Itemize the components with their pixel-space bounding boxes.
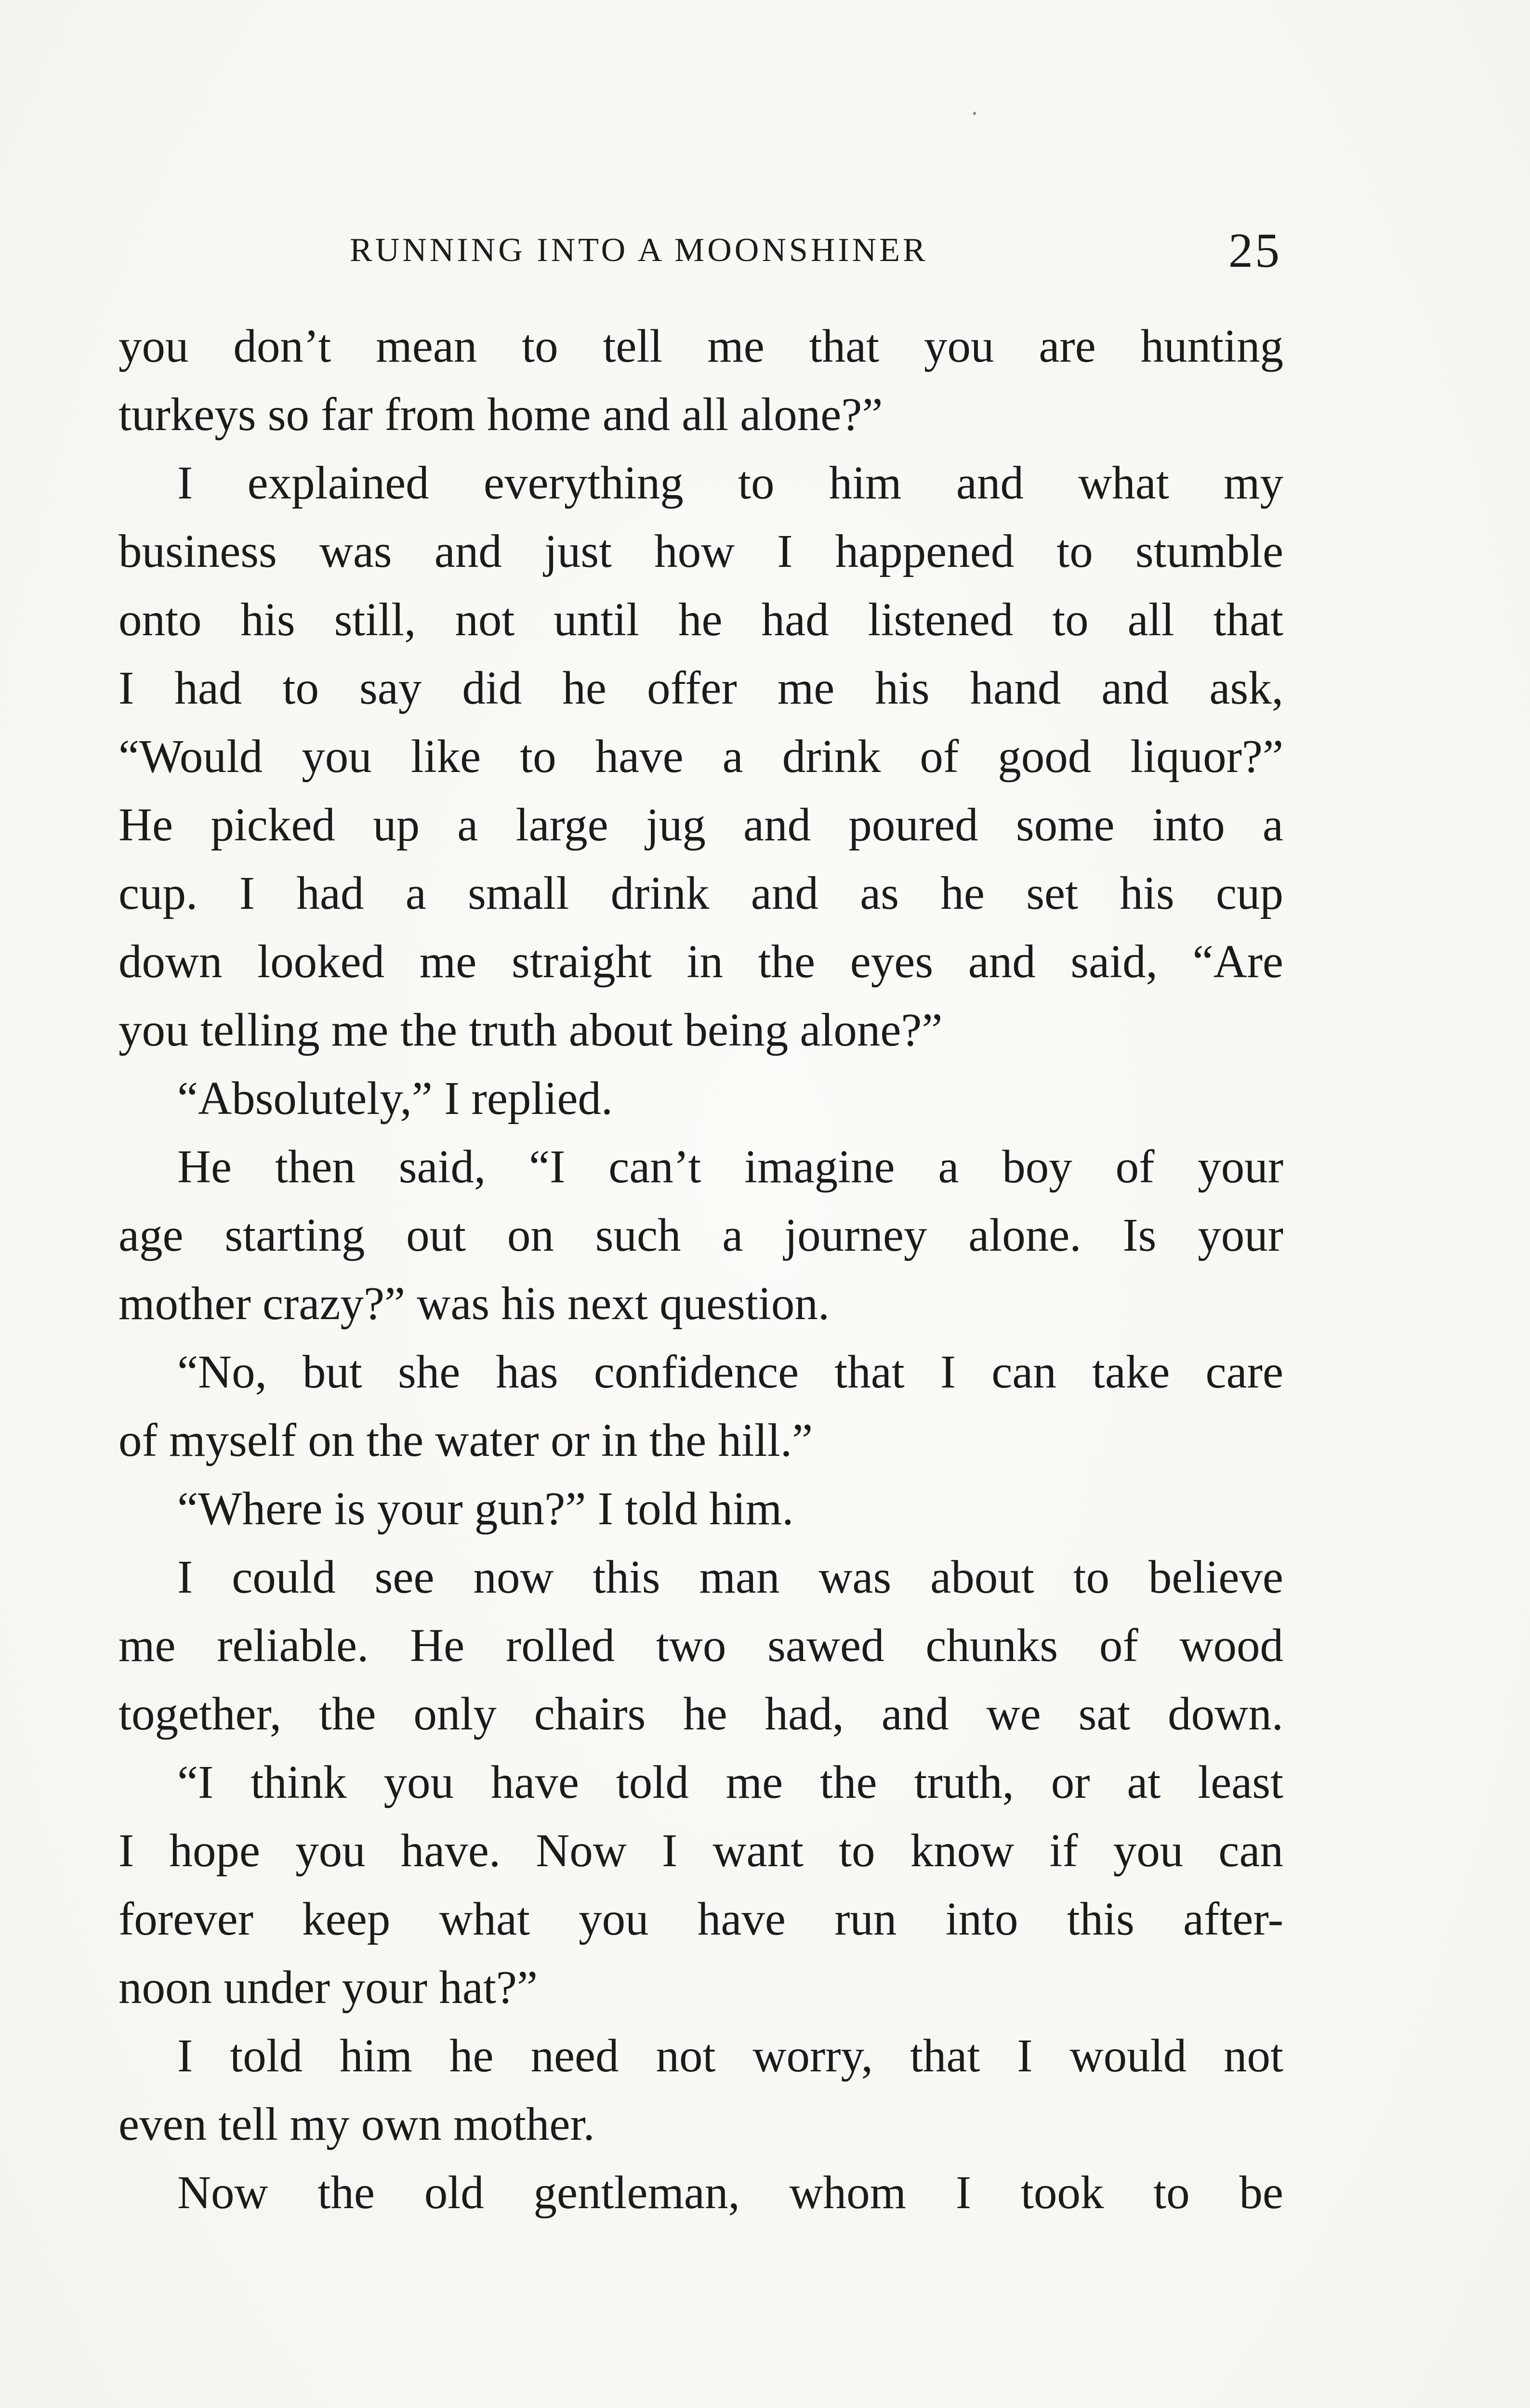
text-line: cup. I had a small drink and as he set his cup [119, 867, 1283, 919]
text-line: turkeys so far from home and all alone?” [119, 389, 883, 440]
text-line: “Absolutely,” I replied. [177, 1073, 613, 1124]
text-line: He picked up a large jug and poured some into a [119, 799, 1283, 851]
text-line: Now the old gentleman, whom I took to be [177, 2167, 1283, 2218]
running-head [116, 223, 1281, 284]
text-line: “Where is your gun?” I told him. [177, 1483, 794, 1534]
page-number: 25 [1228, 223, 1281, 278]
text-line: together, the only chairs he had, and we sat down. [119, 1688, 1283, 1740]
text-line: business was and just how I happened to stumble [119, 525, 1283, 577]
text-line: you telling me the truth about being alone?” [119, 1004, 943, 1056]
text-line: noon under your hat?” [119, 1962, 538, 2013]
paper-speck [973, 112, 976, 115]
text-line: forever keep what you have run into this after- [119, 1893, 1283, 1945]
text-line: I told him he need not worry, that I would not [177, 2030, 1283, 2081]
text-line: of myself on the water or in the hill.” [119, 1414, 813, 1466]
text-line: I had to say did he offer me his hand and ask, [119, 662, 1283, 714]
text-line: down looked me straight in the eyes and said, “Are [119, 936, 1283, 987]
text-line: age starting out on such a journey alone. Is your [119, 1209, 1283, 1261]
text-line: onto his still, not until he had listened to all that [119, 594, 1283, 645]
text-line: mother crazy?” was his next question. [119, 1278, 830, 1329]
text-line: I explained everything to him and what my [177, 457, 1283, 509]
text-line: you don’t mean to tell me that you are hunting [119, 320, 1283, 372]
text-line: I could see now this man was about to believe [177, 1551, 1283, 1603]
text-line: even tell my own mother. [119, 2098, 595, 2150]
text-line: I hope you have. Now I want to know if you can [119, 1825, 1283, 1876]
chapter-title: RUNNING INTO A MOONSHINER [350, 232, 928, 269]
text-line: “No, but she has confidence that I can take care [177, 1346, 1283, 1398]
text-line: He then said, “I can’t imagine a boy of your [177, 1141, 1283, 1192]
body-text [119, 312, 1283, 2238]
text-line: “Would you like to have a drink of good liquor?” [119, 731, 1283, 782]
text-line: me reliable. He rolled two sawed chunks of wood [119, 1620, 1283, 1671]
text-line: “I think you have told me the truth, or at least [177, 1756, 1283, 1808]
